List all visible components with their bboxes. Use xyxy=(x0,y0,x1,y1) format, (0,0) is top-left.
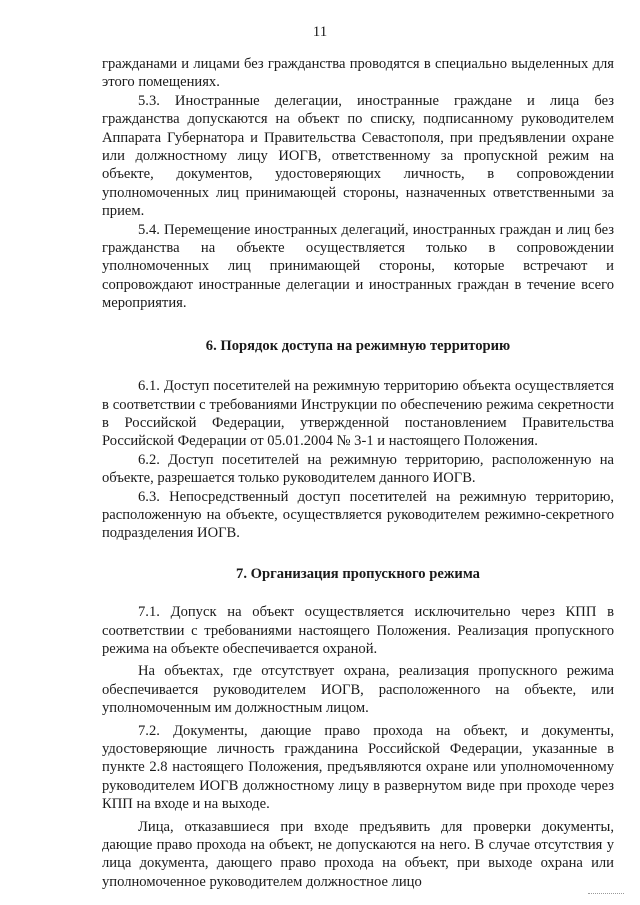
paragraph-5-3: 5.3. Иностранные делегации, иностранные граждане и лица без гражданства допускаются на объект по списку, подписанному руководителем Аппарата Губернатора и Правительства Севастополя, при предъявлении охране или должностному лицу ИОГВ, ответственному за пропускной режим на объекте, документов, удостоверяющих личность, в сопровождении уполномоченных лиц принимающей стороны, назначенных ответственными за прием. xyxy=(102,92,614,220)
paragraph-6-3: 6.3. Непосредственный доступ посетителей на режимную территорию, расположенную на объекте, осуществляется руководителем режимно-секретного подразделения ИОГВ. xyxy=(102,488,614,542)
paragraph-6-1: 6.1. Доступ посетителей на режимную территорию объекта осуществляется в соответствии с требованиями Инструкции по обеспечению режима секретности в Российской Федерации, утвержденной постановлением Правительства Российской Федерации от 05.01.2004 № 3-1 и настоящего Положения. xyxy=(102,378,614,450)
section-heading-6: 6. Порядок доступа на режимную территорию xyxy=(205,337,511,354)
paragraph-7-2: 7.2. Документы, дающие право прохода на объект, и документы, удостоверяющие личность гражданина Российской Федерации, указанные в пункте 2.8 настоящего Положения, предъявляются охране или уполномоченному руководителем ИОГВ должностному лицу в развернутом виде при проходе через КПП на входе и на выходе. xyxy=(102,722,614,813)
paragraph-5-4: 5.4. Перемещение иностранных делегаций, иностранных граждан и лиц без гражданства на объекте осуществляется только в сопровождении уполномоченных лиц принимающей стороны, которые встречают и сопровождают иностранные делегации и иностранных граждан в течение всего мероприятия. xyxy=(102,221,614,312)
paragraph-6-2: 6.2. Доступ посетителей на режимную территорию, расположенную на объекте, разрешается только руководителем данного ИОГВ. xyxy=(102,451,614,487)
paragraph-7-1: 7.1. Допуск на объект осуществляется исключительно через КПП в соответствии с требованиями настоящего Положения. Реализация пропускного режима на объекте обеспечивается охраной. xyxy=(102,604,614,657)
page-number: 11 xyxy=(312,24,328,40)
document-body xyxy=(102,55,614,891)
section-heading-7: 7. Организация пропускного режима xyxy=(236,565,480,582)
scan-mark xyxy=(588,893,624,897)
paragraph-7-1-continued: На объектах, где отсутствует охрана, реализация пропускного режима обеспечивается руководителем ИОГВ, расположенного на объекте, или уполномоченным им должностным лицом. xyxy=(102,663,614,717)
paragraph-continuation: гражданами и лицами без гражданства проводятся в специально выделенных для этого помещениях. xyxy=(102,56,614,91)
paragraph-7-2-continued: Лица, отказавшиеся при входе предъявить для проверки документы, дающие право прохода на объект, не допускаются на него. В случае отсутствия у лица документа, дающего право прохода на объект, при выходе охрана или уполномоченное руководителем должностное лицо xyxy=(102,818,614,890)
